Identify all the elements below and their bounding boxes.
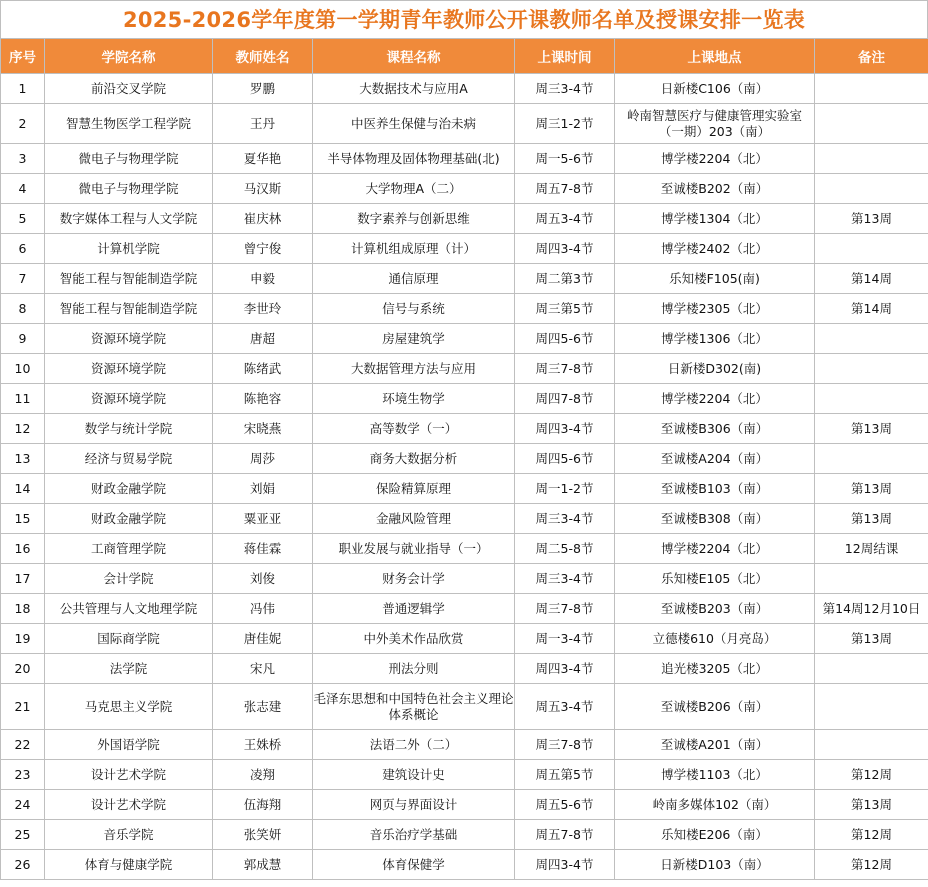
cell-college[interactable]: 经济与贸易学院 [45,444,213,474]
cell-index[interactable]: 3 [1,144,45,174]
cell-college[interactable]: 会计学院 [45,564,213,594]
cell-index[interactable]: 10 [1,354,45,384]
cell-college[interactable]: 前沿交叉学院 [45,74,213,104]
table-row [1,234,928,264]
cell-location[interactable]: 至诚楼B306（南） [615,414,815,444]
cell-time[interactable]: 周五第5节 [515,760,615,790]
table-row [1,850,928,880]
table-row [1,654,928,684]
cell-college[interactable]: 微电子与物理学院 [45,174,213,204]
cell-index[interactable]: 11 [1,384,45,414]
cell-index[interactable]: 8 [1,294,45,324]
cell-location[interactable]: 岭南多媒体102（南） [615,790,815,820]
cell-remark[interactable] [815,684,928,730]
cell-course[interactable]: 计算机组成原理（计） [313,234,515,264]
cell-teacher[interactable]: 宋晓燕 [213,414,313,444]
cell-index[interactable]: 21 [1,684,45,730]
cell-course[interactable]: 法语二外（二） [313,730,515,760]
cell-college[interactable]: 马克思主义学院 [45,684,213,730]
table-row [1,144,928,174]
cell-location[interactable]: 追光楼3205（北） [615,654,815,684]
cell-time[interactable]: 周二第3节 [515,264,615,294]
cell-remark[interactable]: 第13周 [815,414,928,444]
cell-remark[interactable] [815,444,928,474]
cell-index[interactable]: 25 [1,820,45,850]
cell-location[interactable]: 至诚楼B202（南） [615,174,815,204]
cell-remark[interactable] [815,234,928,264]
cell-time[interactable]: 周四3-4节 [515,850,615,880]
cell-teacher[interactable]: 李世玲 [213,294,313,324]
cell-index[interactable]: 4 [1,174,45,204]
cell-index[interactable]: 22 [1,730,45,760]
cell-location[interactable]: 博学楼2204（北） [615,534,815,564]
cell-time[interactable]: 周五7-8节 [515,174,615,204]
cell-teacher[interactable]: 王丹 [213,104,313,144]
cell-course[interactable]: 大数据管理方法与应用 [313,354,515,384]
cell-college[interactable]: 财政金融学院 [45,474,213,504]
cell-teacher[interactable]: 马汉斯 [213,174,313,204]
cell-course[interactable]: 中外美术作品欣赏 [313,624,515,654]
cell-time[interactable]: 周三7-8节 [515,594,615,624]
cell-course[interactable]: 金融风险管理 [313,504,515,534]
cell-time[interactable]: 周一3-4节 [515,624,615,654]
cell-time[interactable]: 周三3-4节 [515,74,615,104]
cell-time[interactable]: 周五3-4节 [515,684,615,730]
cell-remark[interactable] [815,144,928,174]
cell-location[interactable]: 博学楼1306（北） [615,324,815,354]
cell-time[interactable]: 周三第5节 [515,294,615,324]
cell-time[interactable]: 周三3-4节 [515,504,615,534]
cell-index[interactable]: 20 [1,654,45,684]
cell-index[interactable]: 18 [1,594,45,624]
cell-teacher[interactable]: 伍海翔 [213,790,313,820]
cell-course[interactable]: 刑法分则 [313,654,515,684]
cell-teacher[interactable]: 曾宁俊 [213,234,313,264]
cell-teacher[interactable]: 粟亚亚 [213,504,313,534]
cell-teacher[interactable]: 凌翔 [213,760,313,790]
table-row [1,104,928,144]
header-remark[interactable]: 备注 [815,39,928,74]
cell-remark[interactable]: 第13周 [815,504,928,534]
cell-teacher[interactable]: 王姝桥 [213,730,313,760]
cell-time[interactable]: 周三7-8节 [515,354,615,384]
cell-index[interactable]: 23 [1,760,45,790]
cell-course[interactable]: 数字素养与创新思维 [313,204,515,234]
cell-time[interactable]: 周五3-4节 [515,204,615,234]
cell-time[interactable]: 周一5-6节 [515,144,615,174]
cell-index[interactable]: 14 [1,474,45,504]
cell-college[interactable]: 智能工程与智能制造学院 [45,294,213,324]
cell-college[interactable]: 体育与健康学院 [45,850,213,880]
cell-location[interactable]: 博学楼1304（北） [615,204,815,234]
table-row [1,174,928,204]
table-row [1,354,928,384]
cell-college[interactable]: 资源环境学院 [45,384,213,414]
cell-remark[interactable]: 第13周 [815,790,928,820]
cell-remark[interactable] [815,384,928,414]
cell-college[interactable]: 国际商学院 [45,624,213,654]
cell-time[interactable]: 周一1-2节 [515,474,615,504]
table-row [1,730,928,760]
table-row [1,760,928,790]
cell-remark[interactable] [815,354,928,384]
cell-teacher[interactable]: 陈绪武 [213,354,313,384]
header-course[interactable]: 课程名称 [313,39,515,74]
cell-remark[interactable] [815,730,928,760]
cell-course[interactable]: 体育保健学 [313,850,515,880]
cell-time[interactable]: 周四5-6节 [515,324,615,354]
table-row [1,534,928,564]
cell-time[interactable]: 周三3-4节 [515,564,615,594]
table-row [1,414,928,444]
cell-college[interactable]: 音乐学院 [45,820,213,850]
cell-location[interactable]: 乐知楼E206（南） [615,820,815,850]
cell-college[interactable]: 设计艺术学院 [45,790,213,820]
cell-remark[interactable]: 12周结课 [815,534,928,564]
cell-course[interactable]: 职业发展与就业指导（一） [313,534,515,564]
header-teacher[interactable]: 教师姓名 [213,39,313,74]
cell-location[interactable]: 日新楼D103（南） [615,850,815,880]
cell-index[interactable]: 16 [1,534,45,564]
cell-time[interactable]: 周五7-8节 [515,820,615,850]
cell-remark[interactable]: 第12周 [815,850,928,880]
cell-time[interactable]: 周四7-8节 [515,384,615,414]
cell-time[interactable]: 周四3-4节 [515,234,615,264]
table-row [1,384,928,414]
cell-course[interactable]: 高等数学（一） [313,414,515,444]
cell-location[interactable]: 日新楼C106（南） [615,74,815,104]
header-row [1,39,928,74]
cell-remark[interactable]: 第13周 [815,474,928,504]
cell-teacher[interactable]: 刘俊 [213,564,313,594]
cell-location[interactable]: 立德楼610（月亮岛） [615,624,815,654]
cell-course[interactable]: 半导体物理及固体物理基础(北) [313,144,515,174]
cell-remark[interactable] [815,324,928,354]
cell-location[interactable]: 至诚楼A201（南） [615,730,815,760]
cell-teacher[interactable]: 陈艳容 [213,384,313,414]
cell-teacher[interactable]: 唐佳妮 [213,624,313,654]
table-row [1,594,928,624]
table-row [1,564,928,594]
cell-college[interactable]: 公共管理与人文地理学院 [45,594,213,624]
table-row [1,684,928,730]
cell-college[interactable]: 资源环境学院 [45,324,213,354]
cell-index[interactable]: 19 [1,624,45,654]
cell-remark[interactable]: 第13周 [815,204,928,234]
cell-teacher[interactable]: 夏华艳 [213,144,313,174]
cell-time[interactable]: 周三7-8节 [515,730,615,760]
cell-index[interactable]: 17 [1,564,45,594]
cell-index[interactable]: 24 [1,790,45,820]
cell-index[interactable]: 7 [1,264,45,294]
table-row [1,204,928,234]
cell-remark[interactable] [815,564,928,594]
cell-remark[interactable]: 第13周 [815,624,928,654]
table-row [1,444,928,474]
cell-teacher[interactable]: 宋凡 [213,654,313,684]
cell-college[interactable]: 工商管理学院 [45,534,213,564]
cell-course[interactable]: 大学物理A（二） [313,174,515,204]
cell-course[interactable]: 财务会计学 [313,564,515,594]
cell-remark[interactable]: 第14周 [815,264,928,294]
cell-location[interactable]: 日新楼D302(南) [615,354,815,384]
cell-location[interactable]: 至诚楼B308（南） [615,504,815,534]
cell-course[interactable]: 保险精算原理 [313,474,515,504]
cell-college[interactable]: 数字媒体工程与人文学院 [45,204,213,234]
cell-course[interactable]: 音乐治疗学基础 [313,820,515,850]
cell-teacher[interactable]: 蒋佳霖 [213,534,313,564]
cell-college[interactable]: 外国语学院 [45,730,213,760]
cell-location[interactable]: 岭南智慧医疗与健康管理实验室（一期）203（南） [615,104,815,144]
cell-location[interactable]: 乐知楼E105（北） [615,564,815,594]
table-row [1,624,928,654]
cell-location[interactable]: 乐知楼F105(南) [615,264,815,294]
cell-location[interactable]: 博学楼2204（北） [615,144,815,174]
table-row [1,294,928,324]
cell-course[interactable]: 中医养生保健与治未病 [313,104,515,144]
cell-teacher[interactable]: 郭成慧 [213,850,313,880]
cell-index[interactable]: 13 [1,444,45,474]
cell-course[interactable]: 普通逻辑学 [313,594,515,624]
cell-teacher[interactable]: 刘娟 [213,474,313,504]
cell-location[interactable]: 博学楼1103（北） [615,760,815,790]
cell-remark[interactable] [815,104,928,144]
cell-index[interactable]: 9 [1,324,45,354]
cell-index[interactable]: 2 [1,104,45,144]
cell-remark[interactable]: 第14周12月10日 [815,594,928,624]
cell-remark[interactable]: 第12周 [815,760,928,790]
cell-time[interactable]: 周五5-6节 [515,790,615,820]
schedule-table [0,38,928,880]
cell-college[interactable]: 数学与统计学院 [45,414,213,444]
cell-course[interactable]: 大数据技术与应用A [313,74,515,104]
cell-remark[interactable]: 第12周 [815,820,928,850]
cell-remark[interactable]: 第14周 [815,294,928,324]
table-row [1,264,928,294]
cell-time[interactable]: 周四3-4节 [515,654,615,684]
cell-teacher[interactable]: 冯伟 [213,594,313,624]
cell-teacher[interactable]: 张笑妍 [213,820,313,850]
cell-college[interactable]: 智能工程与智能制造学院 [45,264,213,294]
cell-location[interactable]: 博学楼2204（北） [615,384,815,414]
cell-location[interactable]: 至诚楼B203（南） [615,594,815,624]
cell-remark[interactable] [815,74,928,104]
cell-course[interactable]: 建筑设计史 [313,760,515,790]
table-row [1,74,928,104]
cell-time[interactable]: 周二5-8节 [515,534,615,564]
cell-college[interactable]: 财政金融学院 [45,504,213,534]
cell-course[interactable]: 毛泽东思想和中国特色社会主义理论体系概论 [313,684,515,730]
header-index[interactable]: 序号 [1,39,45,74]
header-time[interactable]: 上课时间 [515,39,615,74]
cell-location[interactable]: 博学楼2305（北） [615,294,815,324]
table-row [1,504,928,534]
cell-location[interactable]: 至诚楼B103（南） [615,474,815,504]
cell-teacher[interactable]: 张志建 [213,684,313,730]
cell-course[interactable]: 房屋建筑学 [313,324,515,354]
cell-index[interactable]: 15 [1,504,45,534]
cell-remark[interactable] [815,174,928,204]
cell-index[interactable]: 6 [1,234,45,264]
cell-course[interactable]: 网页与界面设计 [313,790,515,820]
cell-time[interactable]: 周四5-6节 [515,444,615,474]
cell-teacher[interactable]: 申毅 [213,264,313,294]
cell-course[interactable]: 商务大数据分析 [313,444,515,474]
cell-course[interactable]: 环境生物学 [313,384,515,414]
cell-college[interactable]: 法学院 [45,654,213,684]
cell-remark[interactable] [815,654,928,684]
cell-college[interactable]: 微电子与物理学院 [45,144,213,174]
table-row [1,324,928,354]
table-row [1,820,928,850]
header-location[interactable]: 上课地点 [615,39,815,74]
cell-course[interactable]: 通信原理 [313,264,515,294]
cell-location[interactable]: 至诚楼A204（南） [615,444,815,474]
cell-college[interactable]: 智慧生物医学工程学院 [45,104,213,144]
table-body [1,74,928,880]
cell-college[interactable]: 设计艺术学院 [45,760,213,790]
cell-teacher[interactable]: 崔庆林 [213,204,313,234]
cell-teacher[interactable]: 周莎 [213,444,313,474]
cell-location[interactable]: 至诚楼B206（南） [615,684,815,730]
cell-college[interactable]: 计算机学院 [45,234,213,264]
table-row [1,790,928,820]
cell-index[interactable]: 26 [1,850,45,880]
cell-college[interactable]: 资源环境学院 [45,354,213,384]
cell-location[interactable]: 博学楼2402（北） [615,234,815,264]
cell-time[interactable]: 周四3-4节 [515,414,615,444]
cell-teacher[interactable]: 罗鹏 [213,74,313,104]
cell-index[interactable]: 5 [1,204,45,234]
cell-index[interactable]: 1 [1,74,45,104]
sheet-title: 2025-2026学年度第一学期青年教师公开课教师名单及授课安排一览表 [0,0,928,38]
cell-course[interactable]: 信号与系统 [313,294,515,324]
cell-teacher[interactable]: 唐超 [213,324,313,354]
cell-index[interactable]: 12 [1,414,45,444]
cell-time[interactable]: 周三1-2节 [515,104,615,144]
table-row [1,474,928,504]
header-college[interactable]: 学院名称 [45,39,213,74]
